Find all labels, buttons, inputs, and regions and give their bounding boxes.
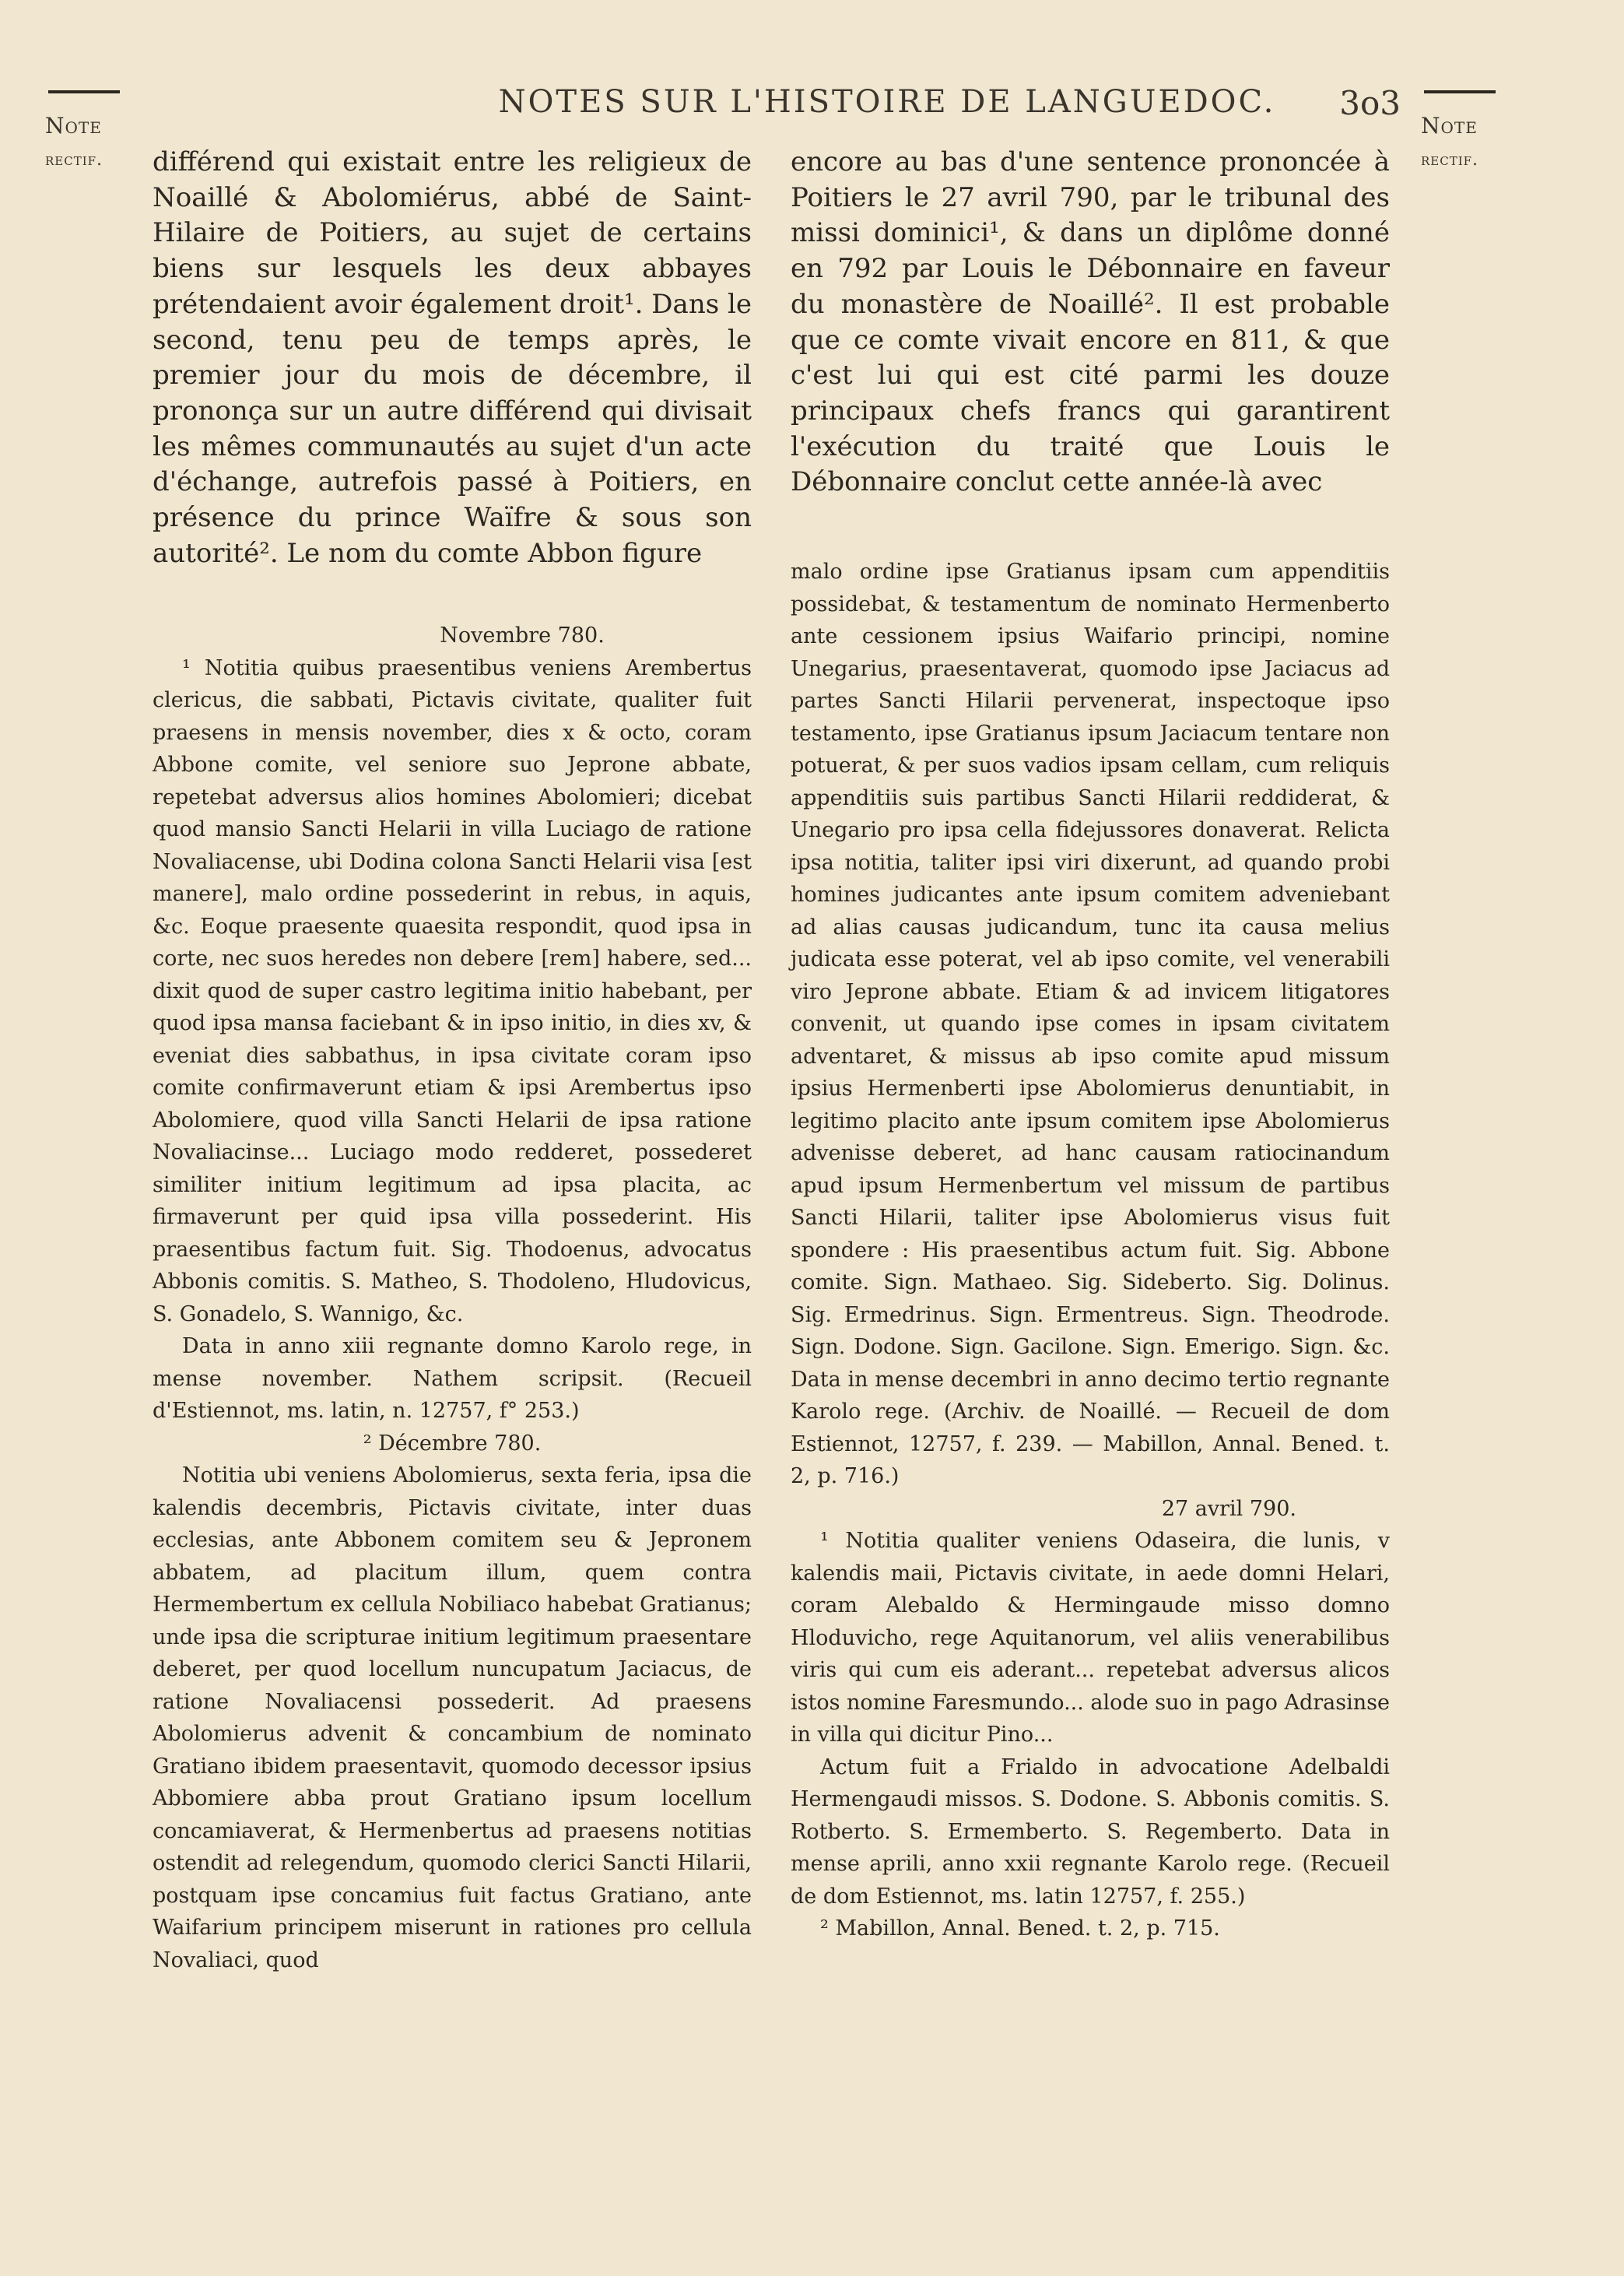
- left-margin-note-line1: Note: [45, 113, 102, 139]
- main-text-right-column: encore au bas d'une sentence prononcée à Poitiers le 27 avril 790, par le tribunal des missi dominici¹, & dans un diplôme donné en 792 par Louis le Débonnaire en faveur du monastère de Noaillé². Il est probable que ce comte vivait encore en 811, & que c'est lui qui est cité parmi les douze principaux chefs francs qui garantirent l'exécution du traité que Louis le Débonnaire conclut cette année-là avec: [791, 146, 1390, 498]
- footnote-1-text: ¹ Notitia quibus praesentibus veniens Arembertus clericus, die sabbati, Pictavis civitate, qualiter fuit praesens in mensis november, dies x & octo, coram Abbone comite, vel seniore suo Jeprone abbate, repetebat adversus alios homines Abolomieri; dicebat quod mansio Sancti Helarii in villa Luciago de ratione Novaliacense, ubi Dodina colona Sancti Helarii visa [est manere], malo ordine possederint in rebus, in aquis, &c. Eoque praesente quaesita respondit, quod ipsa in corte, nec suos heredes non debere [rem] habere, sed... dixit quod de super castro legitima initio habebant, per quod ipsa mansa faciebant & in ipso initio, in dies xv, & eveniat dies sabbathus, in ipsa civitate coram ipso comite confirmaverunt etiam & ipsi Arembertus ipso Abolomiere, quod villa Sancti Helarii de ipsa ratione Novaliacinse... Luciago modo redderet, possederet similiter initium legitimum ad ipsa placita, ac firmaverunt per quid ipsa villa possederint. His praesentibus factum fuit. Sig. Thodoenus, advocatus Abbonis comitis. S. Matheo, S. Thodoleno, Hludovicus, S. Gonadelo, S. Wannigo, &c.: [153, 655, 752, 1326]
- right-margin-rule: [1424, 90, 1496, 93]
- running-header: NOTES SUR L'HISTOIRE DE LANGUEDOC.: [498, 84, 1276, 120]
- note-date-december-780: ² Décembre 780.: [363, 1431, 542, 1456]
- note-date-november-780: Novembre 780.: [440, 623, 605, 648]
- footnotes-right-column: [791, 556, 1390, 1945]
- left-margin-note-line2: rectif.: [45, 150, 103, 170]
- right-margin-note-line1: Note: [1421, 113, 1478, 139]
- left-margin-note: [45, 109, 103, 177]
- footnote-right-1-act: Actum fuit a Frialdo in advocatione Adelbaldi Hermengaudi missos. S. Dodone. S. Abbonis comitis. S. Rotberto. S. Ermemberto. S. Regemberto. Data in mense aprili, anno xxii regnante Karolo rege. (Recueil de dom Estiennot, ms. latin 12757, f. 255.): [791, 1754, 1390, 1909]
- footnote-right-2: ² Mabillon, Annal. Bened. t. 2, p. 715.: [820, 1916, 1220, 1941]
- footnotes-left-column: [153, 620, 752, 1976]
- footnote-1-dating: Data in anno xiii regnante domno Karolo rege, in mense november. Nathem scripsit. (Recueil d'Estiennot, ms. latin, n. 12757, f° 253.): [153, 1334, 752, 1423]
- main-text-left-column: différend qui existait entre les religieux de Noaillé & Abolomiérus, abbé de Saint-Hilaire de Poitiers, au sujet de certains biens sur lesquels les deux abbayes prétendaient avoir également droit¹. Dans le second, tenu peu de temps après, le premier jour du mois de décembre, il prononça sur un autre différend qui divisait les mêmes communautés au sujet d'un acte d'échange, autrefois passé à Poitiers, en présence du prince Waïfre & sous son autorité². Le nom du comte Abbon figure: [153, 146, 752, 569]
- right-margin-note: [1421, 109, 1478, 177]
- page-number: 3o3: [1339, 84, 1401, 122]
- footnote-right-1-text: ¹ Notitia qualiter veniens Odaseira, die lunis, v kalendis maii, Pictavis civitate, in aede domni Helari, coram Alebaldo & Hermingaude misso domno Hloduvicho, rege Aquitanorum, vel aliis venerabilibus viris qui cum eis aderant... repetebat adversus alicos istos nomine Faresmundo... alode suo in pago Adrasinse in villa qui dicitur Pino...: [791, 1529, 1390, 1747]
- right-margin-note-line2: rectif.: [1421, 150, 1479, 170]
- footnote-2-continuation: malo ordine ipse Gratianus ipsam cum appenditiis possidebat, & testamentum de nominato Hermenberto ante cessionem ipsius Waifario principi, nomine Unegarius, praesentaverat, quomodo ipse Jaciacus ad partes Sancti Hilarii pervenerat, inspectoque ipso testamento, ipse Gratianus ipsum Jaciacum tentare non potuerat, & per suos vadios ipsam cellam, cum reliquis appenditiis suis partibus Sancti Hilarii reddiderat, & Unegario pro ipsa cella fidejussores donaverat. Relicta ipsa notitia, taliter ipsi viri dixerunt, ad quando probi homines judicantes ante ipsum comitem adveniebant ad alias causas judicandum, tunc ita causa melius judicata esse poterat, vel ab ipso comite, vel venerabili viro Jeprone abbate. Etiam & ad invicem litigatores convenit, ut quando ipse comes in ipsam civitatem adventaret, & missus ab ipso comite apud missum ipsius Hermenberti ipse Abolomierus denuntiabit, in legitimo placito ante ipsum comitem ipse Abolomierus advenisse deberet, ad hanc causam ratiocinandum apud ipsum Hermenbertum vel missum de partibus Sancti Hilarii, taliter ipse Abolomierus visus fuit spondere : His praesentibus actum fuit. Sig. Abbone comite. Sign. Mathaeo. Sig. Sideberto. Sig. Dolinus. Sig. Ermedrinus. Sign. Ermentreus. Sign. Theodrode. Sign. Dodone. Sign. Gacilone. Sign. Emerigo. Sign. &c. Data in mense decembri in anno decimo tertio regnante Karolo rege. (Archiv. de Noaillé. — Recueil de dom Estiennot, 12757, f. 239. — Mabillon, Annal. Bened. t. 2, p. 716.): [791, 560, 1390, 1488]
- left-margin-rule: [48, 90, 120, 93]
- footnote-2-text: Notitia ubi veniens Abolomierus, sexta feria, ipsa die kalendis decembris, Pictavis civitate, inter duas ecclesias, ante Abbonem comitem seu & Jepronem abbatem, ad placitum illum, quem contra Hermembertum ex cellula Nobiliaco habebat Gratianus; unde ipsa die scripturae initium legitimum praesentare deberet, per quod locellum nuncupatum Jaciacus, de ratione Novaliacensi possederit. Ad praesens Abolomierus advenit & concambium de nominato Gratiano ibidem praesentavit, quomodo decessor ipsius Abbomiere abba prout Gratiano ipsum locellum concamiaverat, & Hermenbertus ad praesens notitias ostendit ad relegendum, quomodo clerici Sancti Hilarii, postquam ipse concamius fuit factus Gratiano, ante Waifarium principem miserunt in rationes pro cellula Novaliaci, quod: [153, 1463, 752, 1972]
- note-date-april-790: 27 avril 790.: [1161, 1496, 1296, 1521]
